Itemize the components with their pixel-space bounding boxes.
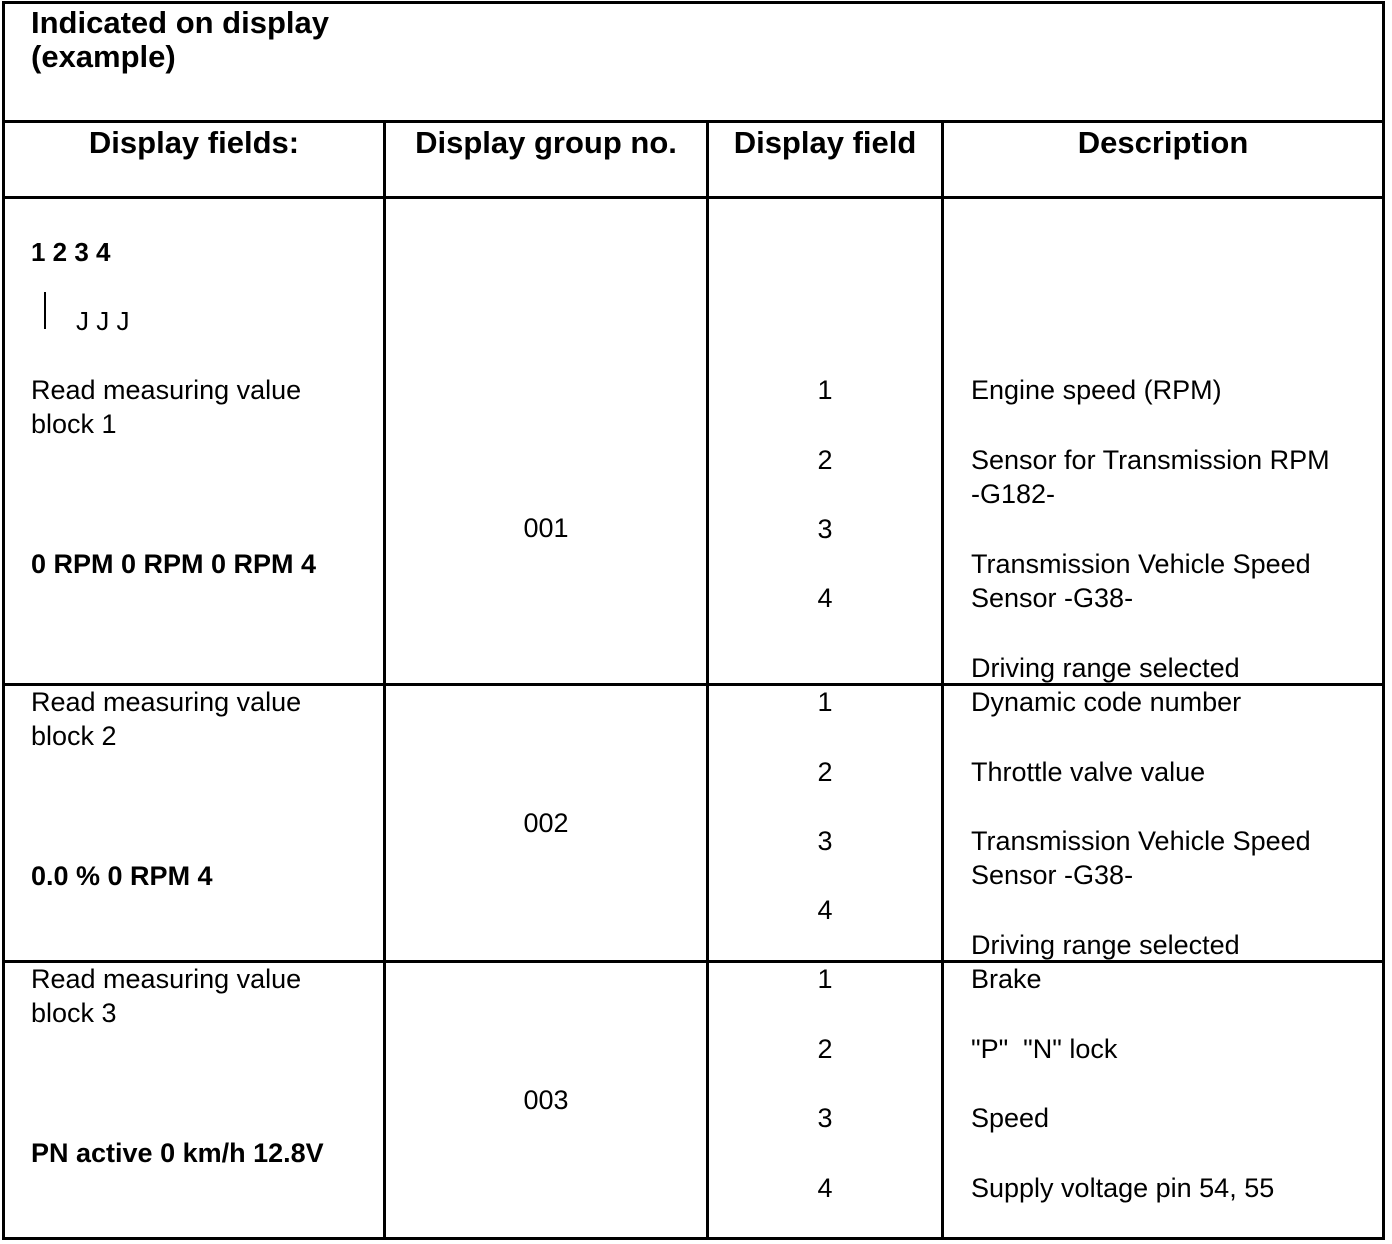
block-3-group: 003	[523, 1085, 569, 1115]
block-3-reading: PN active 0 km/h 12.8V	[31, 1138, 324, 1168]
legend-tick-mark	[44, 292, 46, 329]
block-1-field-3: 3	[817, 514, 833, 544]
block-2-description-3: Transmission Vehicle Speed Sensor -G38-	[971, 826, 1311, 890]
table-border-bottom	[2, 1237, 1385, 1240]
table-border-top	[2, 1, 1385, 4]
legend-field-numbers: 1 2 3 4	[31, 237, 111, 267]
block-3-description-2: "P" "N" lock	[971, 1034, 1118, 1064]
block-1-description-1: Engine speed (RPM)	[971, 375, 1222, 405]
block-3-description-3: Speed	[971, 1103, 1050, 1133]
table-title: Indicated on display (example)	[31, 5, 329, 74]
block-2-group: 002	[523, 808, 569, 838]
block-3-field-1: 1	[817, 964, 833, 994]
block-1-field-2: 2	[817, 445, 833, 475]
column-divider-3	[941, 120, 944, 1240]
header-display-group-no: Display group no.	[415, 125, 677, 160]
block-2-description-1: Dynamic code number	[971, 687, 1242, 717]
header-display-fields: Display fields:	[88, 125, 300, 160]
column-divider-2	[706, 120, 709, 1240]
block-2-description-4: Driving range selected	[971, 930, 1240, 960]
block-2-field-4: 4	[817, 895, 833, 925]
block-3-description-4: Supply voltage pin 54, 55	[971, 1173, 1275, 1203]
block-3-field-4: 4	[817, 1173, 833, 1203]
title-divider	[2, 120, 1385, 123]
legend-marks: J J J	[76, 306, 130, 336]
block-2-description-2: Throttle valve value	[971, 757, 1206, 787]
block-2-field-3: 3	[817, 826, 833, 856]
header-description: Description	[1077, 125, 1249, 160]
block-1-reading: 0 RPM 0 RPM 0 RPM 4	[31, 549, 317, 579]
block-2-field-2: 2	[817, 757, 833, 787]
column-divider-1	[383, 120, 386, 1240]
block-3-label: Read measuring value block 3	[31, 964, 302, 1028]
block-3-field-2: 2	[817, 1034, 833, 1064]
block-1-field-1: 1	[817, 375, 833, 405]
block-2-label: Read measuring value block 2	[31, 687, 302, 751]
block-1-description-2: Sensor for Transmission RPM -G182-	[971, 445, 1330, 509]
block-1-label: Read measuring value block 1	[31, 375, 302, 439]
header-divider	[2, 196, 1385, 199]
block-2-reading: 0.0 % 0 RPM 4	[31, 861, 213, 891]
header-display-field: Display field	[733, 125, 917, 160]
block-2-field-1: 1	[817, 687, 833, 717]
block-1-group: 001	[523, 513, 569, 543]
block-1-description-3: Transmission Vehicle Speed Sensor -G38-	[971, 549, 1311, 613]
block-3-field-3: 3	[817, 1103, 833, 1133]
table-border-right	[1382, 1, 1385, 1240]
block-3-description-1: Brake	[971, 964, 1042, 994]
block-1-field-4: 4	[817, 583, 833, 613]
table-border-left	[2, 1, 5, 1240]
block-1-description-4: Driving range selected	[971, 653, 1240, 683]
